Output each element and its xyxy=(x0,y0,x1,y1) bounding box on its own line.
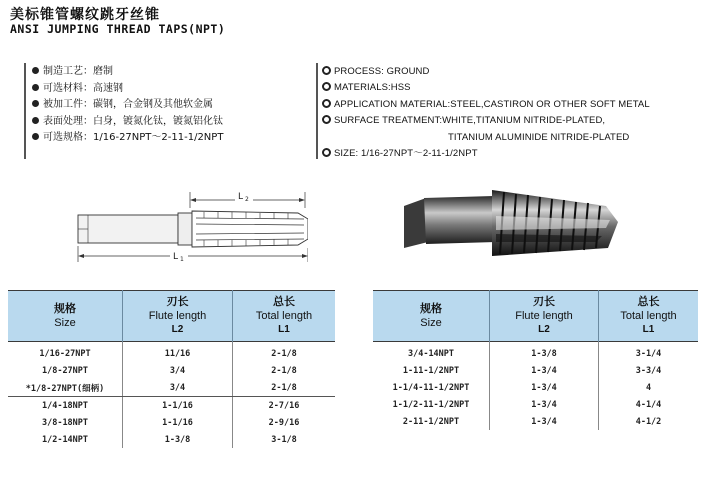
bullet-icon xyxy=(32,117,39,124)
spec-item: 被加工件：碳钢，合金钢及其他软金属 xyxy=(32,97,296,113)
tap-threads xyxy=(192,211,308,247)
header-flute-length: 刃长 Flute length L2 xyxy=(490,291,599,342)
table-row: 1/16-27NPT 11/16 2-1/8 xyxy=(8,342,335,363)
table-row: 2-11-1/2NPT 1-3/4 4-1/2 xyxy=(373,413,698,430)
spec-size: SIZE: 1/16-27NPT～2-11-1/2NPT xyxy=(322,146,712,161)
size-table-right xyxy=(373,290,698,430)
spec-list-chinese xyxy=(24,63,296,159)
header-size: 规格 Size xyxy=(373,291,490,342)
spec-item: 可选材料：高速钢 xyxy=(32,81,296,97)
arrow-left-icon xyxy=(78,254,84,258)
tap-neck xyxy=(178,213,192,245)
header-size: 规格 Size xyxy=(8,291,123,342)
table-row: 1-1/2-11-1/2NPT 1-3/4 4-1/4 xyxy=(373,396,698,413)
table-row: 1-1/4-11-1/2NPT 1-3/4 4 xyxy=(373,379,698,396)
spec-item: 可选规格：1/16-27NPT～2-11-1/2NPT xyxy=(32,130,296,146)
tap-drawing xyxy=(72,186,308,264)
table-row: 1-11-1/2NPT 1-3/4 3-3/4 xyxy=(373,362,698,379)
spec-application: APPLICATION MATERIAL:STEEL,CASTIRON OR OTHER SOFT METAL xyxy=(322,97,712,112)
spec-surface-cont: TITANIUM ALUMINIDE NITRIDE-PLATED xyxy=(448,131,630,143)
ring-bullet-icon xyxy=(322,99,331,108)
table-row: 1/8-27NPT 3/4 2-1/8 xyxy=(8,362,335,379)
spec-item: 制造工艺：磨制 xyxy=(32,64,296,80)
spec-surface: SURFACE TREATMENT:WHITE,TITANIUM NITRIDE-PLATED, xyxy=(322,113,712,128)
ring-bullet-icon xyxy=(322,82,331,91)
l1-label: L xyxy=(173,252,179,262)
l2-subscript: 2 xyxy=(245,196,249,203)
ring-bullet-icon xyxy=(322,66,331,75)
bullet-icon xyxy=(32,100,39,107)
arrow-right-icon xyxy=(302,254,308,258)
tap-photo xyxy=(396,176,622,278)
table-row: *1/8-27NPT(细柄) 3/4 2-1/8 xyxy=(8,379,335,397)
title-english: ANSI JUMPING THREAD TAPS(NPT) xyxy=(10,22,226,36)
tap-shank-photo xyxy=(424,196,496,244)
size-table-left xyxy=(8,290,335,448)
bullet-icon xyxy=(32,84,39,91)
header-flute-length: 刃长 Flute length L2 xyxy=(123,291,233,342)
bullet-icon xyxy=(32,133,39,140)
tap-shank xyxy=(78,215,178,243)
table-row: 3/8-18NPT 1-1/16 2-9/16 xyxy=(8,414,335,431)
arrow-left-icon xyxy=(190,198,196,202)
l2-label: L xyxy=(238,192,244,202)
table-row: 1/2-14NPT 1-3/8 3-1/8 xyxy=(8,431,335,448)
spec-process: PROCESS: GROUND xyxy=(322,64,712,79)
table-row: 1/4-18NPT 1-1/16 2-7/16 xyxy=(8,397,335,415)
ring-bullet-icon xyxy=(322,148,331,157)
bullet-icon xyxy=(32,67,39,74)
spec-materials: MATERIALS:HSS xyxy=(322,80,712,95)
arrow-right-icon xyxy=(299,198,305,202)
header-total-length: 总长 Total length L1 xyxy=(599,291,699,342)
header-total-length: 总长 Total length L1 xyxy=(233,291,336,342)
spec-list-english xyxy=(316,63,712,159)
l1-subscript: 1 xyxy=(180,256,184,263)
spec-item: 表面处理：白身，镀氮化钛，镀氮铝化钛 xyxy=(32,114,296,130)
table-row: 3/4-14NPT 1-3/8 3-1/4 xyxy=(373,342,698,363)
ring-bullet-icon xyxy=(322,115,331,124)
title-chinese: 美标锥管螺纹跳牙丝锥 xyxy=(10,7,160,23)
